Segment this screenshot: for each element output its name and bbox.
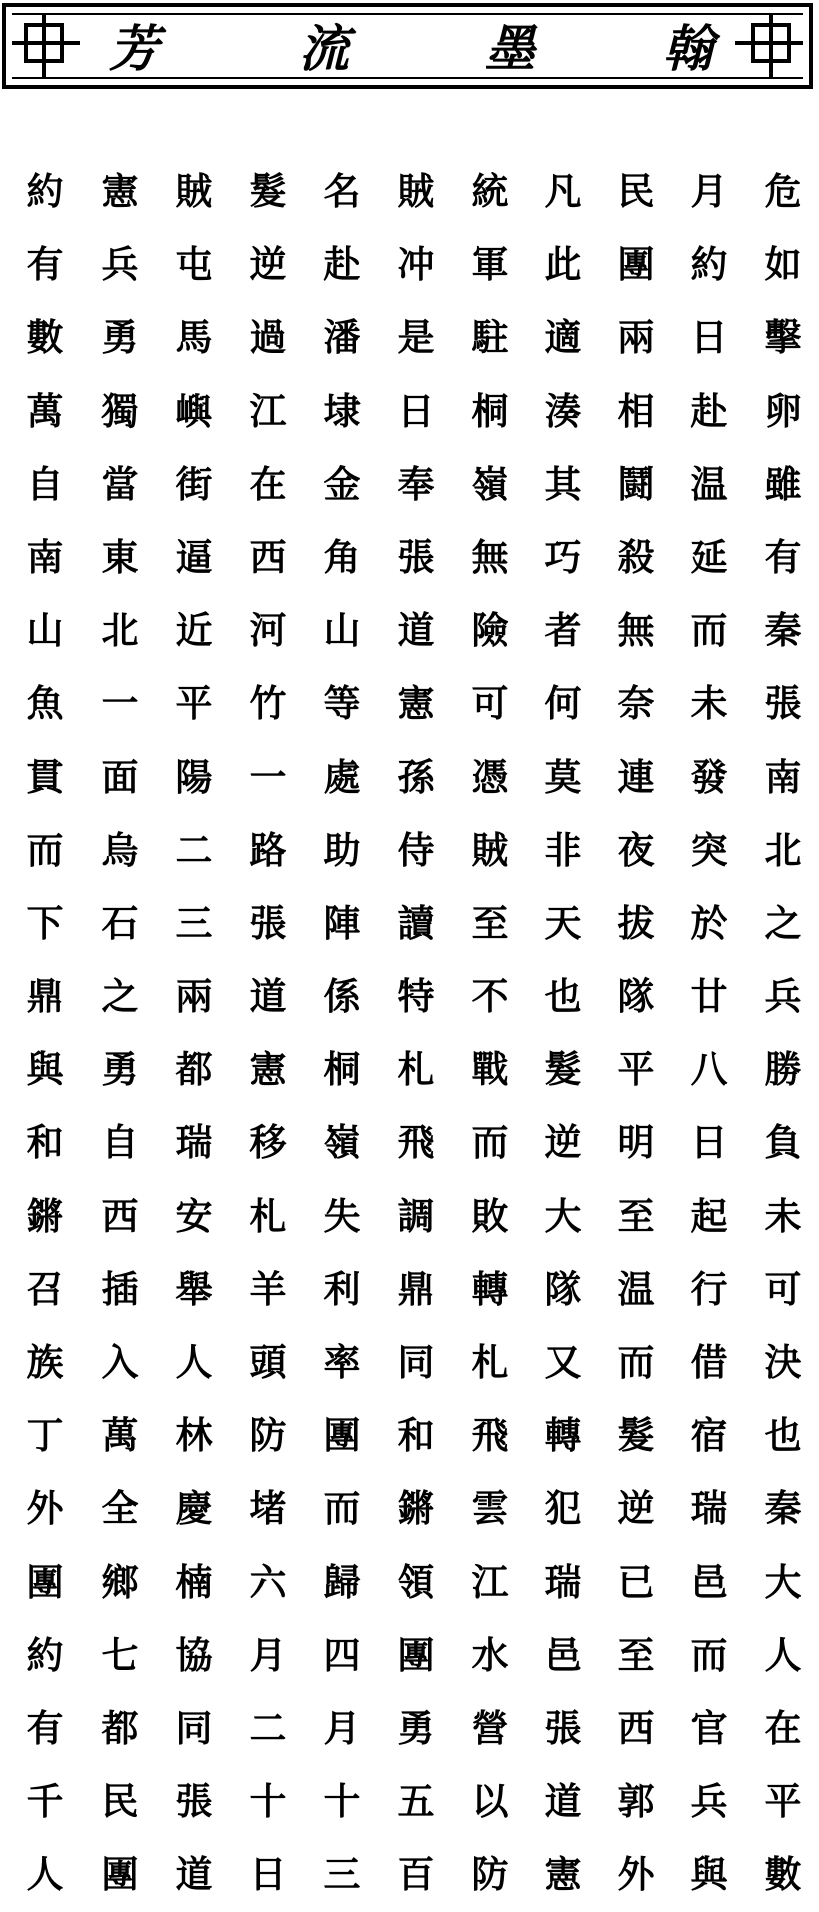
text-char: 等 — [323, 681, 361, 726]
text-char: 團 — [26, 1559, 64, 1604]
text-column-10 — [96, 155, 144, 1912]
text-char: 頭 — [249, 1340, 287, 1384]
text-char: 河 — [249, 608, 287, 653]
text-char: 卵 — [764, 388, 802, 433]
text-char: 平 — [617, 1047, 655, 1092]
text-char: 冲 — [397, 242, 435, 287]
text-char: 北 — [101, 608, 139, 653]
text-char: 道 — [175, 1852, 213, 1897]
text-char: 金 — [323, 461, 361, 506]
text-char: 率 — [323, 1340, 361, 1384]
text-char: 利 — [323, 1266, 361, 1311]
text-char: 湊 — [544, 388, 582, 433]
text-char: 有 — [26, 1705, 64, 1750]
text-char: 大 — [764, 1559, 802, 1604]
text-char: 拔 — [617, 900, 655, 945]
text-char: 適 — [544, 315, 582, 360]
text-char: 道 — [397, 608, 435, 653]
text-char: 勇 — [397, 1705, 435, 1750]
text-char: 大 — [544, 1193, 582, 1238]
text-char: 駐 — [471, 315, 509, 360]
text-char: 有 — [26, 242, 64, 287]
text-char: 非 — [544, 827, 582, 872]
text-char: 舉 — [175, 1266, 213, 1311]
text-char: 名 — [323, 169, 361, 213]
text-char: 無 — [617, 608, 655, 653]
text-char: 馬 — [175, 315, 213, 360]
text-char: 廿 — [690, 974, 728, 1019]
text-char: 天 — [544, 900, 582, 945]
text-column-11 — [21, 155, 69, 1912]
text-char: 都 — [101, 1705, 139, 1750]
text-char: 憑 — [471, 754, 509, 799]
text-char: 鼎 — [397, 1266, 435, 1311]
text-char: 而 — [323, 1486, 361, 1531]
text-char: 林 — [175, 1413, 213, 1458]
text-char: 十 — [323, 1779, 361, 1824]
text-char: 無 — [471, 534, 509, 579]
text-column-2 — [685, 155, 733, 1912]
text-char: 其 — [544, 461, 582, 506]
text-char: 防 — [249, 1413, 287, 1458]
text-char: 在 — [249, 461, 287, 506]
text-char: 團 — [617, 242, 655, 287]
text-char: 雖 — [764, 461, 802, 506]
text-char: 人 — [764, 1632, 802, 1677]
text-char: 秦 — [764, 608, 802, 653]
text-char: 楠 — [175, 1559, 213, 1604]
text-char: 兩 — [617, 315, 655, 360]
text-char: 官 — [690, 1705, 728, 1750]
text-char: 下 — [26, 900, 64, 945]
text-char: 之 — [764, 900, 802, 945]
text-char: 秦 — [764, 1486, 802, 1531]
text-char: 日 — [249, 1852, 287, 1897]
text-char: 千 — [26, 1779, 64, 1824]
text-char: 兵 — [764, 974, 802, 1019]
text-char: 髮 — [617, 1413, 655, 1458]
text-char: 勇 — [101, 1047, 139, 1092]
text-char: 江 — [471, 1559, 509, 1604]
fret-ornament-right-icon — [735, 15, 803, 79]
text-column-1 — [759, 155, 807, 1912]
text-char: 過 — [249, 315, 287, 360]
text-char: 南 — [764, 754, 802, 799]
text-char: 飛 — [471, 1413, 509, 1458]
text-char: 莫 — [544, 754, 582, 799]
text-char: 擊 — [764, 315, 802, 360]
text-char: 埭 — [323, 388, 361, 433]
text-char: 民 — [101, 1779, 139, 1824]
text-char: 隊 — [617, 974, 655, 1019]
text-char: 竹 — [249, 681, 287, 726]
text-char: 民 — [617, 169, 655, 213]
text-char: 連 — [617, 754, 655, 799]
text-char: 延 — [690, 534, 728, 579]
text-char: 插 — [101, 1266, 139, 1311]
text-char: 一 — [249, 754, 287, 799]
text-char: 借 — [690, 1340, 728, 1384]
text-char: 與 — [690, 1852, 728, 1897]
text-char: 鼎 — [26, 974, 64, 1019]
text-char: 札 — [249, 1193, 287, 1238]
text-char: 二 — [175, 827, 213, 872]
text-char: 起 — [690, 1193, 728, 1238]
text-char: 讀 — [397, 900, 435, 945]
text-char: 日 — [397, 388, 435, 433]
text-char: 係 — [323, 974, 361, 1019]
text-char: 約 — [26, 169, 64, 213]
text-char: 已 — [617, 1559, 655, 1604]
text-char: 逆 — [544, 1120, 582, 1165]
text-char: 而 — [26, 827, 64, 872]
text-char: 髮 — [249, 169, 287, 213]
text-char: 西 — [617, 1705, 655, 1750]
text-char: 入 — [101, 1340, 139, 1384]
text-char: 此 — [544, 242, 582, 287]
text-char: 髮 — [544, 1047, 582, 1092]
text-column-5 — [466, 155, 514, 1912]
text-char: 日 — [690, 1120, 728, 1165]
text-char: 逼 — [175, 534, 213, 579]
text-char: 慶 — [175, 1486, 213, 1531]
text-char: 人 — [175, 1340, 213, 1384]
text-char: 赴 — [690, 388, 728, 433]
text-char: 犯 — [544, 1486, 582, 1531]
text-char: 自 — [101, 1120, 139, 1165]
text-char: 又 — [544, 1340, 582, 1384]
text-char: 戰 — [471, 1047, 509, 1092]
text-char: 都 — [175, 1047, 213, 1092]
text-char: 統 — [471, 169, 509, 213]
text-char: 赴 — [323, 242, 361, 287]
text-char: 賊 — [175, 169, 213, 213]
text-char: 決 — [764, 1340, 802, 1384]
text-char: 七 — [101, 1632, 139, 1677]
text-char: 西 — [249, 534, 287, 579]
text-char: 鏘 — [397, 1486, 435, 1531]
text-char: 奉 — [397, 461, 435, 506]
text-char: 團 — [323, 1413, 361, 1458]
text-char: 烏 — [101, 827, 139, 872]
text-char: 逆 — [249, 242, 287, 287]
text-char: 同 — [175, 1705, 213, 1750]
text-char: 安 — [175, 1193, 213, 1238]
text-char: 團 — [101, 1852, 139, 1897]
text-char: 一 — [101, 681, 139, 726]
title-char-2: 流 — [299, 19, 349, 78]
text-char: 是 — [397, 315, 435, 360]
text-char: 憲 — [101, 169, 139, 213]
text-char: 助 — [323, 827, 361, 872]
text-char: 當 — [101, 461, 139, 506]
text-char: 六 — [249, 1559, 287, 1604]
text-char: 者 — [544, 608, 582, 653]
text-char: 賊 — [397, 169, 435, 213]
text-char: 萬 — [101, 1413, 139, 1458]
text-char: 嶺 — [471, 461, 509, 506]
text-char: 族 — [26, 1340, 64, 1384]
text-char: 以 — [471, 1779, 509, 1824]
text-char: 不 — [471, 974, 509, 1019]
text-char: 外 — [617, 1852, 655, 1897]
text-char: 道 — [249, 974, 287, 1019]
text-char: 約 — [690, 242, 728, 287]
text-char: 全 — [101, 1486, 139, 1531]
text-char: 之 — [101, 974, 139, 1019]
text-char: 兵 — [690, 1779, 728, 1824]
text-char: 自 — [26, 461, 64, 506]
text-char: 宿 — [690, 1413, 728, 1458]
text-column-9 — [170, 155, 218, 1912]
text-char: 十 — [249, 1779, 287, 1824]
text-char: 張 — [764, 681, 802, 726]
text-char: 温 — [690, 461, 728, 506]
text-char: 邑 — [690, 1559, 728, 1604]
text-char: 突 — [690, 827, 728, 872]
text-char: 魚 — [26, 681, 64, 726]
text-char: 丁 — [26, 1413, 64, 1458]
text-char: 水 — [471, 1632, 509, 1677]
text-char: 堵 — [249, 1486, 287, 1531]
text-char: 貫 — [26, 754, 64, 799]
text-char: 團 — [397, 1632, 435, 1677]
text-char: 協 — [175, 1632, 213, 1677]
text-char: 而 — [617, 1340, 655, 1384]
text-char: 領 — [397, 1559, 435, 1604]
title-banner — [2, 3, 813, 89]
text-char: 邑 — [544, 1632, 582, 1677]
text-char: 四 — [323, 1632, 361, 1677]
text-char: 外 — [26, 1486, 64, 1531]
text-char: 石 — [101, 900, 139, 945]
text-char: 角 — [323, 534, 361, 579]
text-char: 五 — [397, 1779, 435, 1824]
text-char: 可 — [471, 681, 509, 726]
text-char: 敗 — [471, 1193, 509, 1238]
text-char: 桐 — [471, 388, 509, 433]
text-char: 札 — [397, 1047, 435, 1092]
text-char: 同 — [397, 1340, 435, 1384]
text-char: 温 — [617, 1266, 655, 1311]
fret-ornament-left-icon — [12, 15, 80, 79]
text-char: 調 — [397, 1193, 435, 1238]
text-char: 巧 — [544, 534, 582, 579]
text-char: 相 — [617, 388, 655, 433]
text-char: 和 — [26, 1120, 64, 1165]
text-char: 隊 — [544, 1266, 582, 1311]
text-char: 數 — [26, 315, 64, 360]
text-char: 憲 — [544, 1852, 582, 1897]
text-char: 險 — [471, 608, 509, 653]
text-char: 江 — [249, 388, 287, 433]
text-char: 奈 — [617, 681, 655, 726]
text-char: 也 — [544, 974, 582, 1019]
text-char: 南 — [26, 534, 64, 579]
text-char: 未 — [690, 681, 728, 726]
text-char: 軍 — [471, 242, 509, 287]
text-char: 平 — [764, 1779, 802, 1824]
text-char: 瑞 — [690, 1486, 728, 1531]
text-char: 有 — [764, 534, 802, 579]
title-char-1: 芳 — [109, 19, 159, 78]
text-char: 鏘 — [26, 1193, 64, 1238]
text-char: 嶼 — [175, 388, 213, 433]
text-char: 至 — [617, 1632, 655, 1677]
text-char: 張 — [544, 1705, 582, 1750]
text-char: 八 — [690, 1047, 728, 1092]
text-char: 獨 — [101, 388, 139, 433]
text-char: 危 — [764, 169, 802, 213]
text-char: 未 — [764, 1193, 802, 1238]
text-char: 防 — [471, 1852, 509, 1897]
text-char: 何 — [544, 681, 582, 726]
text-char: 道 — [544, 1779, 582, 1824]
text-char: 月 — [690, 169, 728, 213]
text-char: 憲 — [397, 681, 435, 726]
text-char: 嶺 — [323, 1120, 361, 1165]
text-column-7 — [318, 155, 366, 1912]
text-char: 街 — [175, 461, 213, 506]
text-char: 三 — [175, 900, 213, 945]
text-char: 至 — [471, 900, 509, 945]
text-char: 陣 — [323, 900, 361, 945]
title-char-4: 翰 — [663, 19, 713, 78]
text-char: 失 — [323, 1193, 361, 1238]
text-char: 人 — [26, 1852, 64, 1897]
text-char: 而 — [690, 608, 728, 653]
text-char: 凡 — [544, 169, 582, 213]
text-char: 召 — [26, 1266, 64, 1311]
text-char: 三 — [323, 1852, 361, 1897]
text-char: 至 — [617, 1193, 655, 1238]
text-char: 而 — [471, 1120, 509, 1165]
text-char: 雲 — [471, 1486, 509, 1531]
text-char: 特 — [397, 974, 435, 1019]
text-char: 移 — [249, 1120, 287, 1165]
text-char: 東 — [101, 534, 139, 579]
text-column-4 — [539, 155, 587, 1912]
text-char: 張 — [249, 900, 287, 945]
text-char: 桐 — [323, 1047, 361, 1092]
text-char: 明 — [617, 1120, 655, 1165]
text-char: 西 — [101, 1193, 139, 1238]
text-char: 張 — [397, 534, 435, 579]
text-char: 賊 — [471, 827, 509, 872]
text-char: 陽 — [175, 754, 213, 799]
text-char: 也 — [764, 1413, 802, 1458]
text-char: 郭 — [617, 1779, 655, 1824]
text-char: 約 — [26, 1632, 64, 1677]
text-char: 轉 — [471, 1266, 509, 1311]
text-char: 平 — [175, 681, 213, 726]
text-char: 瑞 — [175, 1120, 213, 1165]
text-char: 夜 — [617, 827, 655, 872]
text-char: 數 — [764, 1852, 802, 1897]
text-char: 山 — [323, 608, 361, 653]
text-char: 北 — [764, 827, 802, 872]
text-char: 月 — [249, 1632, 287, 1677]
text-char: 近 — [175, 608, 213, 653]
text-char: 殺 — [617, 534, 655, 579]
text-char: 逆 — [617, 1486, 655, 1531]
text-char: 負 — [764, 1120, 802, 1165]
text-char: 百 — [397, 1852, 435, 1897]
text-char: 處 — [323, 754, 361, 799]
text-char: 在 — [764, 1705, 802, 1750]
text-char: 屯 — [175, 242, 213, 287]
text-char: 二 — [249, 1705, 287, 1750]
text-char: 轉 — [544, 1413, 582, 1458]
text-char: 發 — [690, 754, 728, 799]
text-column-8 — [244, 155, 292, 1912]
text-char: 萬 — [26, 388, 64, 433]
text-char: 行 — [690, 1266, 728, 1311]
text-char: 山 — [26, 608, 64, 653]
text-char: 羊 — [249, 1266, 287, 1311]
text-char: 營 — [471, 1705, 509, 1750]
text-char: 日 — [690, 315, 728, 360]
text-column-3 — [612, 155, 660, 1912]
text-char: 與 — [26, 1047, 64, 1092]
text-char: 路 — [249, 827, 287, 872]
text-char: 兵 — [101, 242, 139, 287]
title-char-3: 墨 — [485, 19, 535, 78]
text-char: 憲 — [249, 1047, 287, 1092]
text-char: 面 — [101, 754, 139, 799]
text-char: 和 — [397, 1413, 435, 1458]
text-char: 孫 — [397, 754, 435, 799]
text-char: 勝 — [764, 1047, 802, 1092]
text-char: 如 — [764, 242, 802, 287]
text-char: 飛 — [397, 1120, 435, 1165]
text-char: 可 — [764, 1266, 802, 1311]
text-char: 歸 — [323, 1559, 361, 1604]
text-char: 侍 — [397, 827, 435, 872]
text-char: 札 — [471, 1340, 509, 1384]
text-column-6 — [392, 155, 440, 1912]
text-char: 月 — [323, 1705, 361, 1750]
text-char: 勇 — [101, 315, 139, 360]
text-char: 鬪 — [617, 461, 655, 506]
text-char: 瑞 — [544, 1559, 582, 1604]
text-char: 兩 — [175, 974, 213, 1019]
text-char: 張 — [175, 1779, 213, 1824]
text-char: 潘 — [323, 315, 361, 360]
text-char: 而 — [690, 1632, 728, 1677]
text-char: 於 — [690, 900, 728, 945]
text-char: 鄉 — [101, 1559, 139, 1604]
